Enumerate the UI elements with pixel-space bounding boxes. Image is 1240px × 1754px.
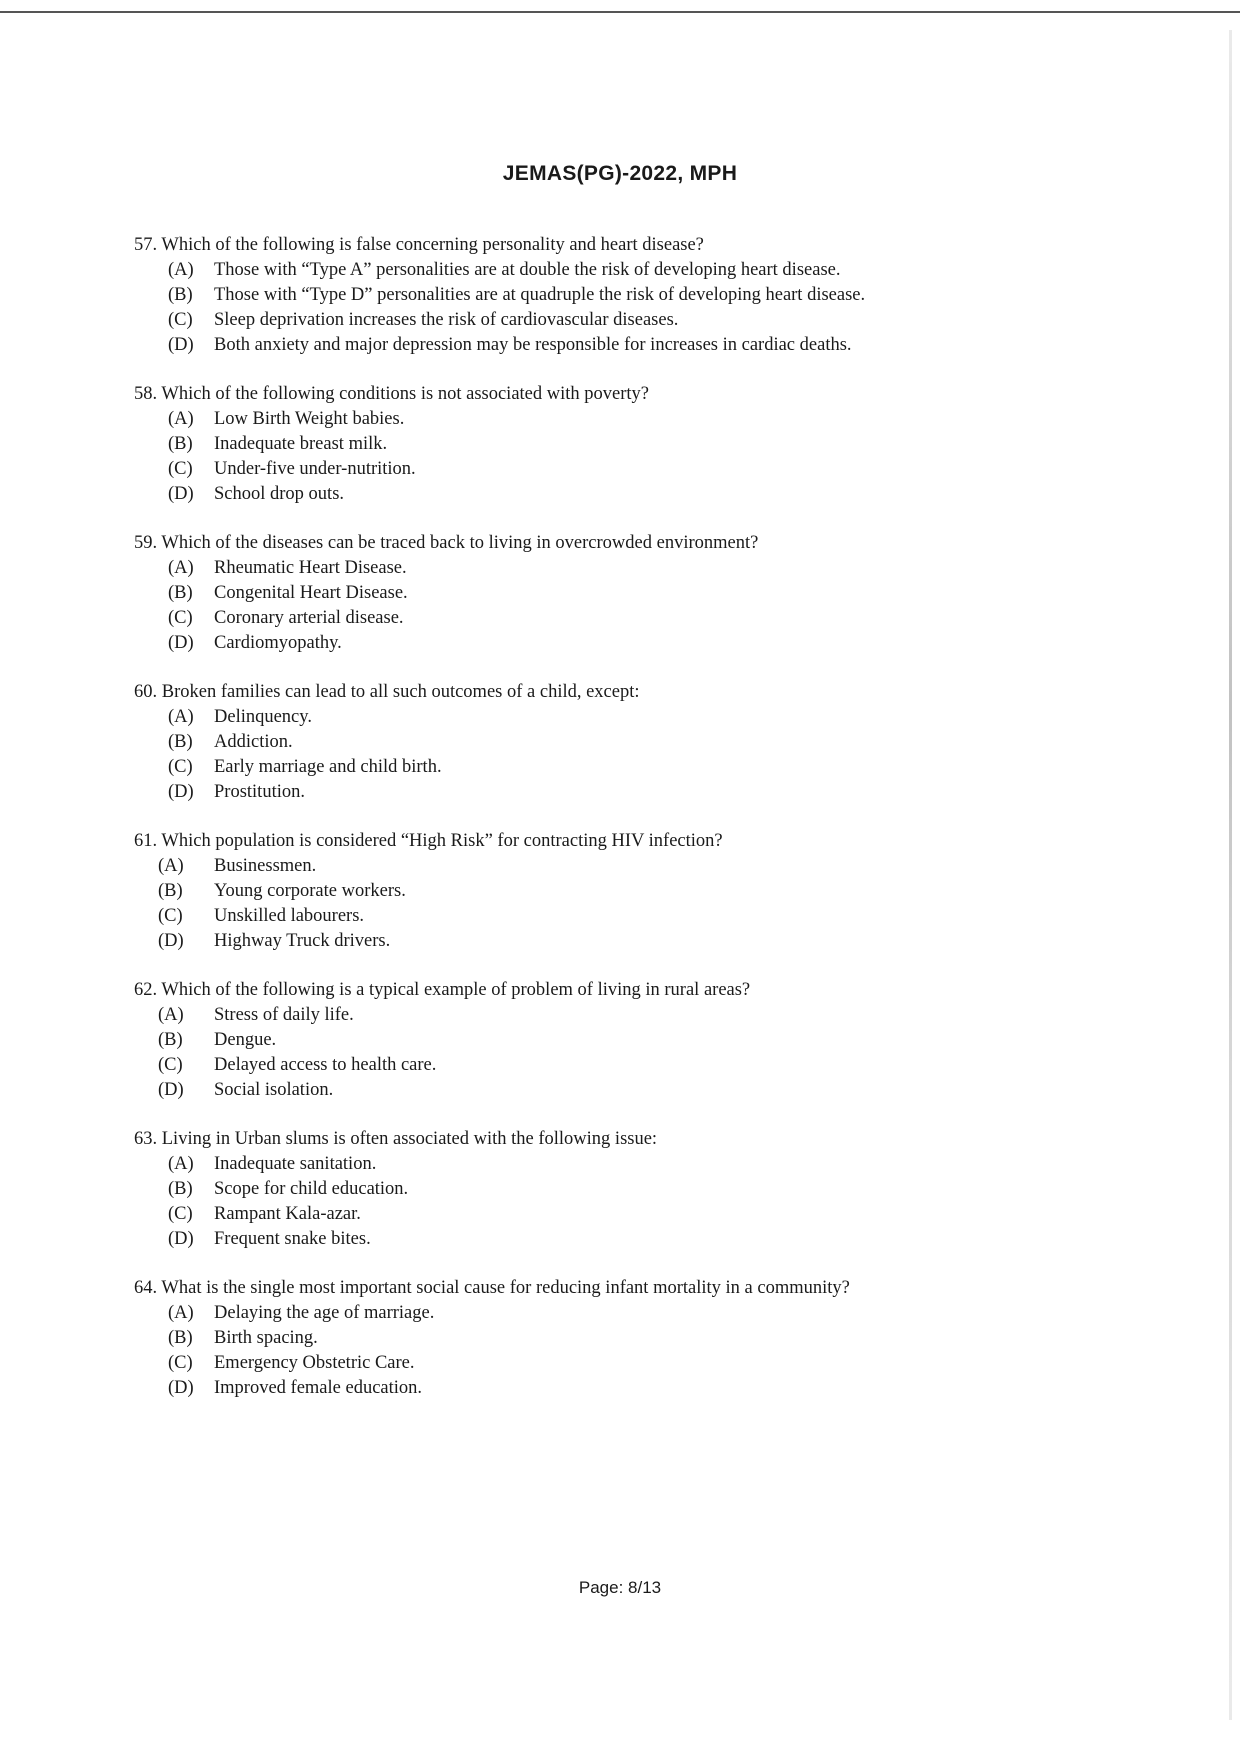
option-text: Delinquency. — [214, 707, 312, 727]
question-64 — [134, 1276, 1034, 1401]
question-text: 59. Which of the diseases can be traced back to living in overcrowded environment? — [134, 533, 759, 553]
option-c — [134, 1053, 1034, 1078]
option-letter: (C) — [158, 1055, 183, 1075]
page-number: Page: 8/13 — [578, 1578, 662, 1597]
option-text: Young corporate workers. — [214, 881, 406, 901]
option-text: Highway Truck drivers. — [214, 931, 391, 951]
option-c — [134, 755, 1034, 780]
question-text: 57. Which of the following is false concerning personality and heart disease? — [134, 235, 704, 255]
option-text: Dengue. — [214, 1030, 277, 1050]
option-text: Sleep deprivation increases the risk of cardiovascular diseases. — [214, 310, 679, 330]
question-text: 60. Broken families can lead to all such outcomes of a child, except: — [134, 682, 640, 702]
option-c — [134, 904, 1034, 929]
option-text: Prostitution. — [214, 782, 305, 802]
option-letter: (B) — [168, 732, 193, 752]
option-d — [134, 482, 1034, 507]
option-text: Emergency Obstetric Care. — [214, 1353, 415, 1373]
top-rule — [0, 11, 1240, 13]
question-text: 61. Which population is considered “High Risk” for contracting HIV infection? — [134, 831, 723, 851]
option-a — [134, 854, 1034, 879]
option-letter: (B) — [158, 1030, 183, 1050]
option-letter: (D) — [168, 1378, 194, 1398]
option-d — [134, 333, 1034, 358]
option-d — [134, 780, 1034, 805]
option-letter: (B) — [168, 1179, 193, 1199]
option-a — [134, 407, 1034, 432]
option-b — [134, 1177, 1034, 1202]
option-letter: (A) — [168, 1154, 194, 1174]
option-d — [134, 631, 1034, 656]
option-letter: (B) — [168, 1328, 193, 1348]
option-letter: (D) — [158, 1080, 184, 1100]
option-text: Under-five under-nutrition. — [214, 459, 416, 479]
question-60 — [134, 680, 1034, 805]
question-58 — [134, 382, 1034, 507]
option-letter: (C) — [168, 608, 193, 628]
option-a — [134, 1301, 1034, 1326]
option-text: Addiction. — [214, 732, 293, 752]
question-text: 63. Living in Urban slums is often associated with the following issue: — [134, 1129, 658, 1149]
option-list — [134, 407, 1034, 507]
option-letter: (B) — [168, 583, 193, 603]
option-list — [134, 1301, 1034, 1401]
option-text: Those with “Type D” personalities are at quadruple the risk of developing heart disease. — [214, 285, 866, 305]
option-text: Delaying the age of marriage. — [214, 1303, 435, 1323]
option-b — [134, 581, 1034, 606]
option-text: Those with “Type A” personalities are at double the risk of developing heart disease. — [214, 260, 841, 280]
option-b — [134, 1028, 1034, 1053]
option-list — [134, 1003, 1034, 1103]
option-letter: (A) — [168, 409, 194, 429]
question-text: 62. Which of the following is a typical example of problem of living in rural areas? — [134, 980, 751, 1000]
option-b — [134, 879, 1034, 904]
option-text: School drop outs. — [214, 484, 345, 504]
option-letter: (C) — [168, 1204, 193, 1224]
option-d — [134, 1227, 1034, 1252]
option-b — [134, 432, 1034, 457]
option-text: Inadequate breast milk. — [214, 434, 388, 454]
option-letter: (A) — [168, 707, 194, 727]
option-d — [134, 929, 1034, 954]
option-letter: (D) — [168, 633, 194, 653]
option-text: Frequent snake bites. — [214, 1229, 371, 1249]
option-list — [134, 705, 1034, 805]
option-text: Congenital Heart Disease. — [214, 583, 408, 603]
option-text: Rampant Kala-azar. — [214, 1204, 361, 1224]
option-letter: (C) — [168, 310, 193, 330]
option-text: Inadequate sanitation. — [214, 1154, 377, 1174]
option-list — [134, 854, 1034, 954]
question-61 — [134, 829, 1034, 954]
option-letter: (B) — [168, 285, 193, 305]
option-letter: (D) — [158, 931, 184, 951]
option-a — [134, 258, 1034, 283]
question-text: 64. What is the single most important social cause for reducing infant mortality in a community? — [134, 1278, 850, 1298]
option-text: Birth spacing. — [214, 1328, 318, 1348]
option-a — [134, 1152, 1034, 1177]
question-57 — [134, 233, 1034, 358]
option-a — [134, 1003, 1034, 1028]
option-a — [134, 705, 1034, 730]
option-text: Low Birth Weight babies. — [214, 409, 405, 429]
option-letter: (C) — [168, 459, 193, 479]
option-letter: (A) — [158, 1005, 184, 1025]
option-text: Early marriage and child birth. — [214, 757, 442, 777]
option-letter: (C) — [168, 1353, 193, 1373]
option-c — [134, 606, 1034, 631]
question-63 — [134, 1127, 1034, 1252]
question-62 — [134, 978, 1034, 1103]
option-list — [134, 1152, 1034, 1252]
option-a — [134, 556, 1034, 581]
option-d — [134, 1078, 1034, 1103]
option-letter: (A) — [158, 856, 184, 876]
option-letter: (C) — [168, 757, 193, 777]
option-letter: (B) — [158, 881, 183, 901]
option-text: Stress of daily life. — [214, 1005, 354, 1025]
option-d — [134, 1376, 1034, 1401]
option-text: Cardiomyopathy. — [214, 633, 342, 653]
option-list — [134, 258, 1034, 358]
option-b — [134, 730, 1034, 755]
option-c — [134, 308, 1034, 333]
option-text: Both anxiety and major depression may be responsible for increases in cardiac deaths. — [214, 335, 852, 355]
option-text: Coronary arterial disease. — [214, 608, 404, 628]
question-list — [134, 233, 1034, 1425]
option-b — [134, 283, 1034, 308]
option-c — [134, 1351, 1034, 1376]
option-text: Social isolation. — [214, 1080, 334, 1100]
option-letter: (D) — [168, 782, 194, 802]
option-letter: (A) — [168, 1303, 194, 1323]
option-text: Scope for child education. — [214, 1179, 409, 1199]
option-c — [134, 1202, 1034, 1227]
page-title: JEMAS(PG)-2022, MPH — [502, 162, 738, 185]
question-text: 58. Which of the following conditions is not associated with poverty? — [134, 384, 650, 404]
option-b — [134, 1326, 1034, 1351]
question-59 — [134, 531, 1034, 656]
option-list — [134, 556, 1034, 656]
option-letter: (D) — [168, 484, 194, 504]
scan-edge-shadow — [1229, 30, 1232, 1720]
option-letter: (C) — [158, 906, 183, 926]
option-text: Rheumatic Heart Disease. — [214, 558, 407, 578]
option-letter: (A) — [168, 260, 194, 280]
option-text: Improved female education. — [214, 1378, 423, 1398]
option-letter: (D) — [168, 335, 194, 355]
option-c — [134, 457, 1034, 482]
option-letter: (B) — [168, 434, 193, 454]
option-letter: (D) — [168, 1229, 194, 1249]
option-letter: (A) — [168, 558, 194, 578]
option-text: Unskilled labourers. — [214, 906, 365, 926]
option-text: Delayed access to health care. — [214, 1055, 437, 1075]
option-text: Businessmen. — [214, 856, 317, 876]
